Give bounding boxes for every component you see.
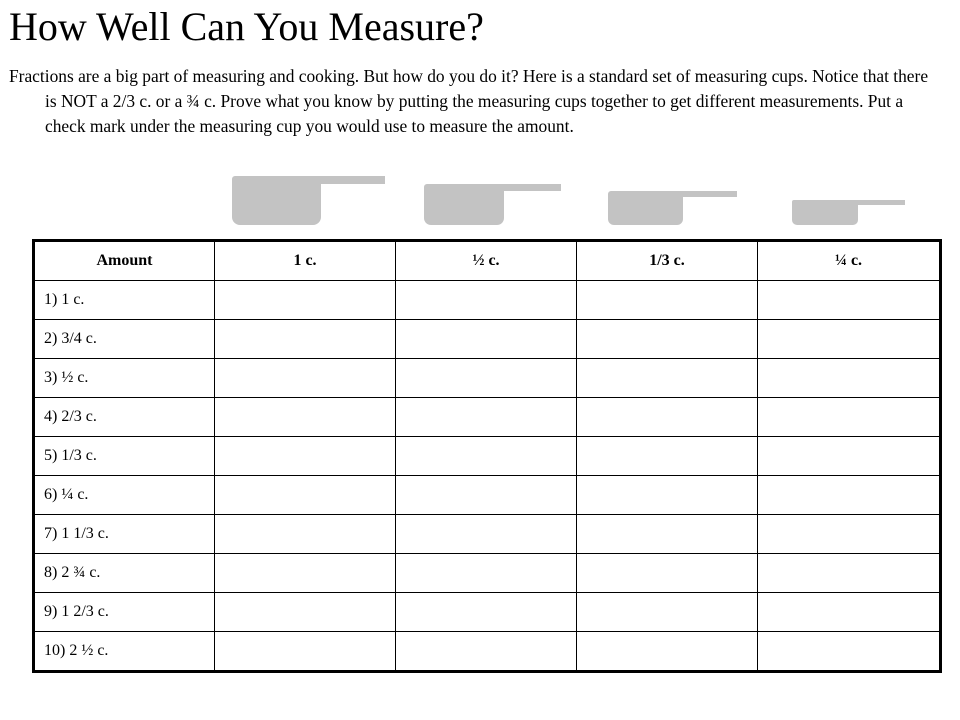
check-cell[interactable]	[215, 359, 396, 398]
table-row	[34, 515, 941, 554]
table-row	[34, 554, 941, 593]
check-cell[interactable]	[215, 320, 396, 359]
amount-cell: 6) ¼ c.	[34, 476, 215, 515]
check-cell[interactable]	[215, 554, 396, 593]
table-row	[34, 632, 941, 672]
amount-cell: 10) 2 ½ c.	[34, 632, 215, 672]
measuring-cup-icon	[792, 200, 905, 225]
check-cell[interactable]	[215, 476, 396, 515]
cup-handle	[321, 176, 385, 184]
table-row	[34, 437, 941, 476]
check-cell[interactable]	[396, 632, 577, 672]
check-cell[interactable]	[758, 359, 941, 398]
check-cell[interactable]	[396, 554, 577, 593]
amount-cell: 2) 3/4 c.	[34, 320, 215, 359]
table-header-row	[34, 241, 941, 281]
check-cell[interactable]	[577, 437, 758, 476]
check-cell[interactable]	[758, 476, 941, 515]
check-cell[interactable]	[758, 593, 941, 632]
header-half-cup: ½ c.	[396, 241, 577, 281]
check-cell[interactable]	[577, 593, 758, 632]
check-cell[interactable]	[396, 476, 577, 515]
page-title: How Well Can You Measure?	[9, 4, 484, 49]
amount-cell: 8) 2 ¾ c.	[34, 554, 215, 593]
amount-cell: 3) ½ c.	[34, 359, 215, 398]
check-cell[interactable]	[215, 398, 396, 437]
check-cell[interactable]	[396, 320, 577, 359]
check-cell[interactable]	[758, 554, 941, 593]
header-1-cup: 1 c.	[215, 241, 396, 281]
check-cell[interactable]	[577, 398, 758, 437]
check-cell[interactable]	[577, 554, 758, 593]
table-row	[34, 359, 941, 398]
check-cell[interactable]	[577, 515, 758, 554]
amount-cell: 4) 2/3 c.	[34, 398, 215, 437]
check-cell[interactable]	[758, 632, 941, 672]
cup-handle	[858, 200, 905, 205]
cup-handle	[504, 184, 561, 191]
table-row	[34, 281, 941, 320]
table-row	[34, 398, 941, 437]
check-cell[interactable]	[577, 476, 758, 515]
check-cell[interactable]	[758, 398, 941, 437]
check-cell[interactable]	[215, 437, 396, 476]
check-cell[interactable]	[758, 515, 941, 554]
header-quarter-cup: ¼ c.	[758, 241, 941, 281]
check-cell[interactable]	[577, 320, 758, 359]
cup-bowl	[608, 191, 683, 225]
cup-bowl	[232, 176, 321, 225]
header-third-cup: 1/3 c.	[577, 241, 758, 281]
check-cell[interactable]	[577, 359, 758, 398]
measurement-table	[32, 239, 942, 673]
amount-cell: 9) 1 2/3 c.	[34, 593, 215, 632]
cup-bowl	[424, 184, 504, 225]
measuring-cup-icon	[424, 184, 561, 225]
check-cell[interactable]	[396, 398, 577, 437]
table-row	[34, 593, 941, 632]
check-cell[interactable]	[215, 281, 396, 320]
check-cell[interactable]	[215, 515, 396, 554]
measuring-cup-icon	[608, 191, 737, 225]
table-row	[34, 476, 941, 515]
check-cell[interactable]	[215, 593, 396, 632]
amount-cell: 1) 1 c.	[34, 281, 215, 320]
check-cell[interactable]	[758, 320, 941, 359]
check-cell[interactable]	[396, 281, 577, 320]
measuring-cup-icon	[232, 176, 385, 225]
table-row	[34, 320, 941, 359]
check-cell[interactable]	[577, 632, 758, 672]
check-cell[interactable]	[577, 281, 758, 320]
check-cell[interactable]	[396, 593, 577, 632]
amount-cell: 7) 1 1/3 c.	[34, 515, 215, 554]
check-cell[interactable]	[396, 359, 577, 398]
instructions-paragraph: Fractions are a big part of measuring and cooking. But how do you do it? Here is a standard set of measuring cups. Notice that there is NOT a 2/3 c. or a ¾ c. Prove what you know by putting the measuring cups together to get different measurements. Put a check mark under the measuring cup you would use to measure the amount.	[9, 66, 929, 136]
amount-cell: 5) 1/3 c.	[34, 437, 215, 476]
check-cell[interactable]	[758, 437, 941, 476]
cup-handle	[683, 191, 737, 197]
check-cell[interactable]	[758, 281, 941, 320]
header-amount: Amount	[34, 241, 215, 281]
check-cell[interactable]	[396, 437, 577, 476]
cup-bowl	[792, 200, 858, 225]
check-cell[interactable]	[396, 515, 577, 554]
check-cell[interactable]	[215, 632, 396, 672]
